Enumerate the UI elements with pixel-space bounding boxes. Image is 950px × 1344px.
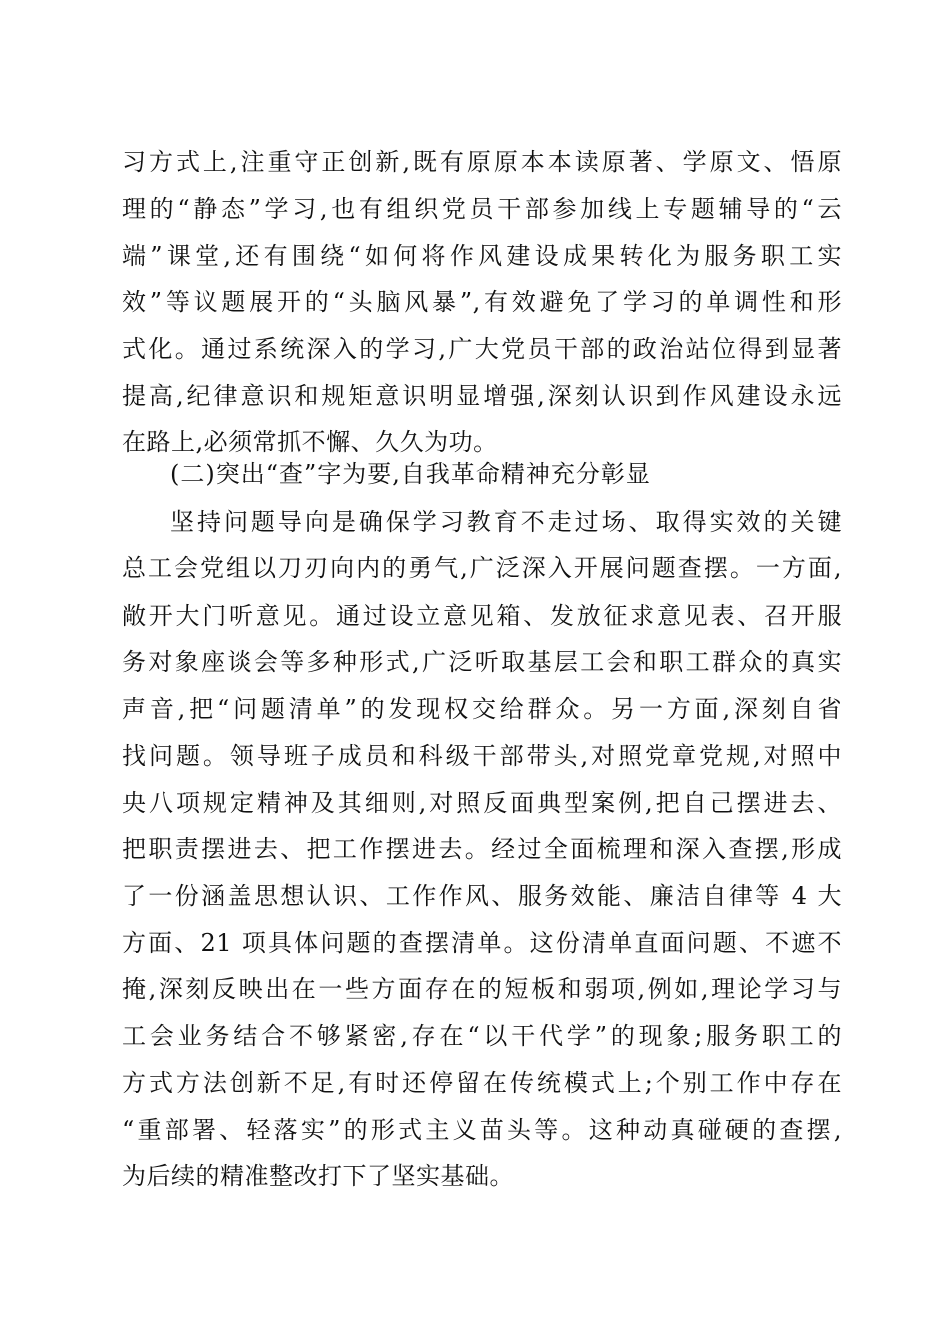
- body-text-line: 提高,纪律意识和规矩意识明显增强,深刻认识到作风建设永远: [122, 382, 842, 410]
- section-heading: (二)突出“查”字为要,自我革命精神充分彰显: [170, 460, 651, 488]
- body-text-line: 方面、21 项具体问题的查摆清单。这份清单直面问题、不遮不: [122, 929, 842, 957]
- body-text-line: 总工会党组以刀刃向内的勇气,广泛深入开展问题查摆。一方面,: [122, 554, 842, 582]
- body-text-line: 敞开大门听意见。通过设立意见箱、发放征求意见表、召开服: [122, 602, 842, 630]
- body-text-line: 理的“静态”学习,也有组织党员干部参加线上专题辅导的“云: [122, 195, 842, 223]
- body-text-line: 掩,深刻反映出在一些方面存在的短板和弱项,例如,理论学习与: [122, 975, 842, 1003]
- body-text-line: 把职责摆进去、把工作摆进去。经过全面梳理和深入查摆,形成: [122, 835, 842, 863]
- body-text-line: 找问题。领导班子成员和科级干部带头,对照党章党规,对照中: [122, 742, 842, 770]
- body-text-line: 式化。通过系统深入的学习,广大党员干部的政治站位得到显著: [122, 335, 842, 363]
- body-text-line: 工会业务结合不够紧密,存在“以干代学”的现象;服务职工的: [122, 1022, 842, 1050]
- body-text-line: 方式方法创新不足,有时还停留在传统模式上;个别工作中存在: [122, 1069, 842, 1097]
- body-text-line: 央八项规定精神及其细则,对照反面典型案例,把自己摆进去、: [122, 789, 842, 817]
- body-text-line: 为后续的精准整改打下了坚实基础。: [122, 1162, 514, 1190]
- body-text-line: 声音,把“问题清单”的发现权交给群众。另一方面,深刻自省: [122, 695, 842, 723]
- body-text-line: “重部署、轻落实”的形式主义苗头等。这种动真碰硬的查摆,: [122, 1116, 842, 1144]
- body-text-line: 在路上,必须常抓不懈、久久为功。: [122, 428, 498, 456]
- body-text-line: 端”课堂,还有围绕“如何将作风建设成果转化为服务职工实: [122, 242, 842, 270]
- body-text-line: 效”等议题展开的“头脑风暴”,有效避免了学习的单调性和形: [122, 288, 842, 316]
- body-text-line: 习方式上,注重守正创新,既有原原本本读原著、学原文、悟原: [122, 148, 842, 176]
- body-text-line: 了一份涵盖思想认识、工作作风、服务效能、廉洁自律等 4 大: [122, 882, 842, 910]
- paragraph-first-line: 坚持问题导向是确保学习教育不走过场、取得实效的关键: [170, 508, 842, 536]
- body-text-line: 务对象座谈会等多种形式,广泛听取基层工会和职工群众的真实: [122, 648, 842, 676]
